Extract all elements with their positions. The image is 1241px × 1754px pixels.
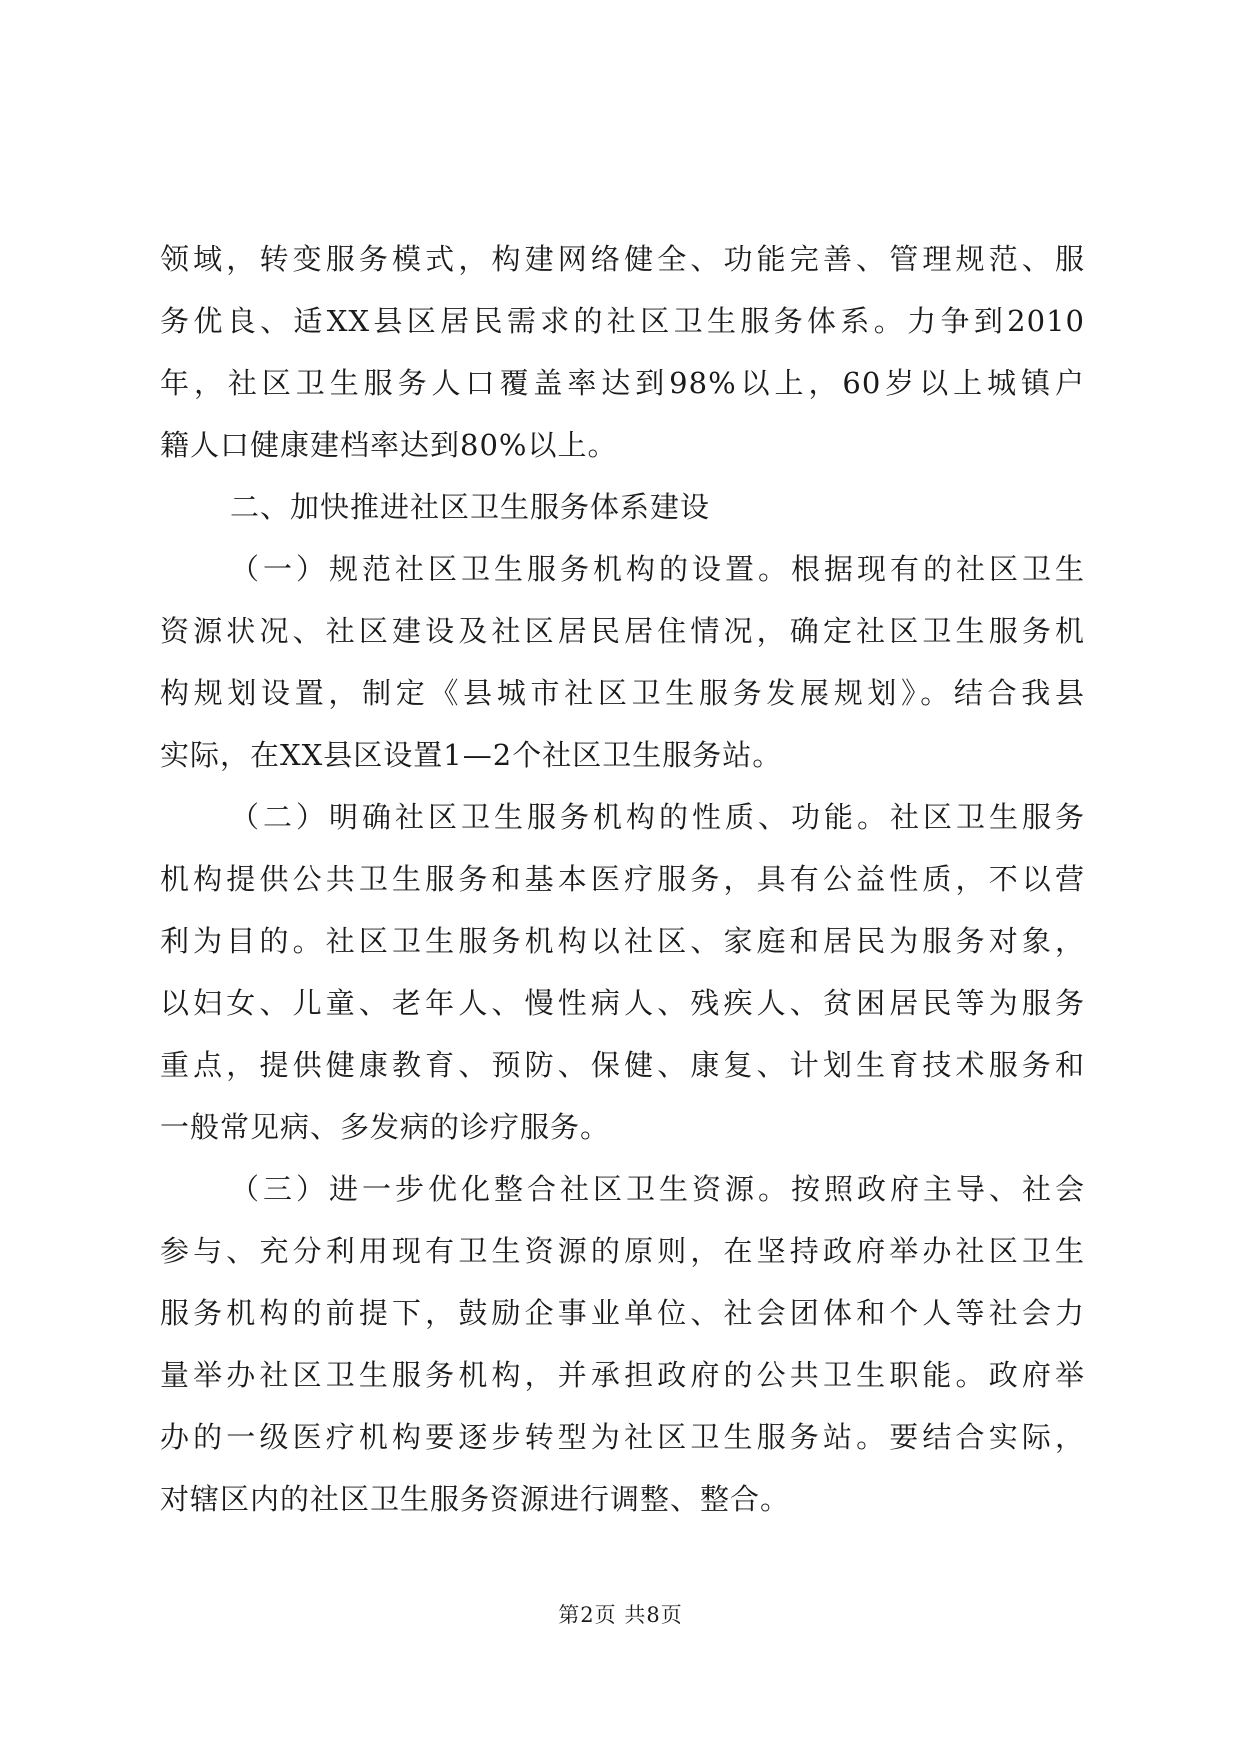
paragraph-line: 资源状况、社区建设及社区居民居住情况，确定社区卫生服务机 <box>160 614 1085 648</box>
paragraph-line: 量举办社区卫生服务机构，并承担政府的公共卫生职能。政府举 <box>160 1358 1085 1392</box>
paragraph-line: （三）进一步优化整合社区卫生资源。按照政府主导、社会 <box>230 1172 1085 1206</box>
paragraph-line: 领域，转变服务模式，构建网络健全、功能完善、管理规范、服 <box>160 242 1085 276</box>
paragraph-line: （二）明确社区卫生服务机构的性质、功能。社区卫生服务 <box>230 800 1085 834</box>
page-footer: 第2页 共8页 <box>558 1603 683 1627</box>
body-text <box>160 228 1085 1530</box>
paragraph-line: 籍人口健康建档率达到80%以上。 <box>160 428 618 462</box>
paragraph-line: 重点，提供健康教育、预防、保健、康复、计划生育技术服务和 <box>160 1048 1085 1082</box>
paragraph-line: 实际，在XX县区设置1—2个社区卫生服务站。 <box>160 738 783 772</box>
paragraph-line: 利为目的。社区卫生服务机构以社区、家庭和居民为服务对象， <box>160 924 1085 958</box>
section-heading: 二、加快推进社区卫生服务体系建设 <box>230 490 711 524</box>
paragraph-line: 年，社区卫生服务人口覆盖率达到98%以上，60岁以上城镇户 <box>160 366 1085 400</box>
paragraph-line: 以妇女、儿童、老年人、慢性病人、残疾人、贫困居民等为服务 <box>160 986 1085 1020</box>
paragraph-line: 一般常见病、多发病的诊疗服务。 <box>160 1110 611 1144</box>
paragraph-line: 参与、充分利用现有卫生资源的原则，在坚持政府举办社区卫生 <box>160 1234 1085 1268</box>
paragraph-line: 对辖区内的社区卫生服务资源进行调整、整合。 <box>160 1482 791 1516</box>
paragraph-line: （一）规范社区卫生服务机构的设置。根据现有的社区卫生 <box>230 552 1085 586</box>
paragraph-line: 构规划设置，制定《县城市社区卫生服务发展规划》。结合我县 <box>160 676 1085 710</box>
paragraph-line: 办的一级医疗机构要逐步转型为社区卫生服务站。要结合实际， <box>160 1420 1085 1454</box>
paragraph-line: 务优良、适XX县区居民需求的社区卫生服务体系。力争到2010 <box>160 304 1085 338</box>
paragraph-line: 机构提供公共卫生服务和基本医疗服务，具有公益性质，不以营 <box>160 862 1085 896</box>
paragraph-line: 服务机构的前提下，鼓励企事业单位、社会团体和个人等社会力 <box>160 1296 1085 1330</box>
